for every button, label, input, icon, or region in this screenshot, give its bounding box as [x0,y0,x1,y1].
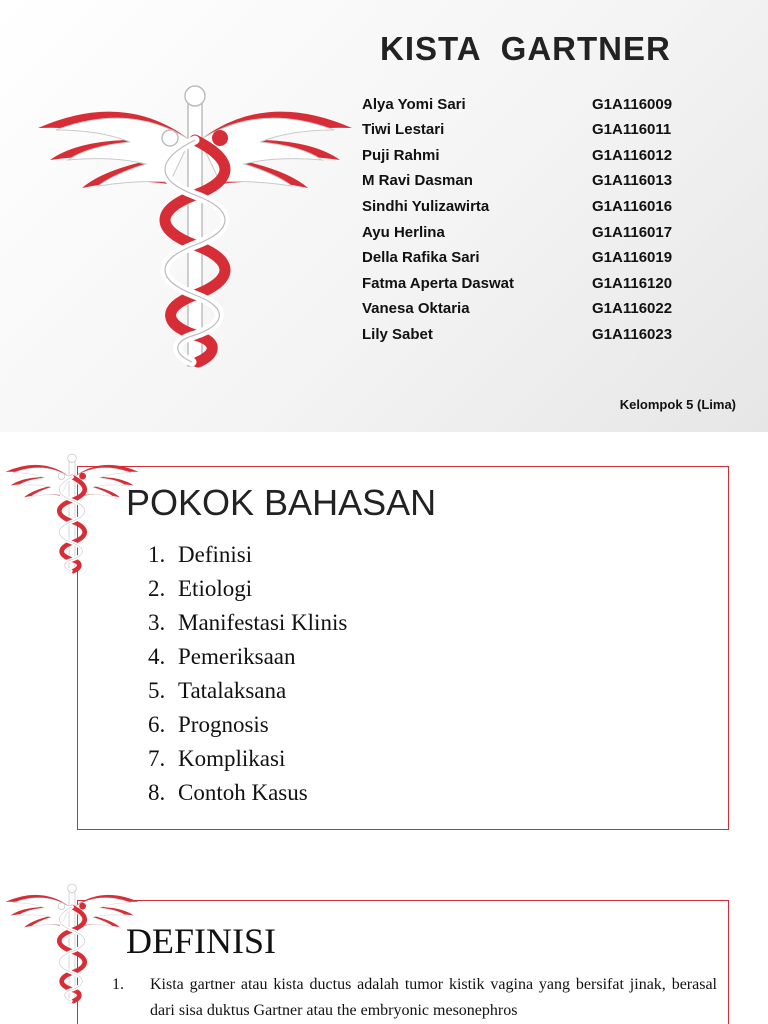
item-number: 8. [148,780,166,805]
item-number: 3. [148,610,166,635]
member-name: Sindhi Yulizawirta [362,198,490,215]
item-label: Pemeriksaan [178,644,296,669]
member-row [362,275,742,297]
list-item [148,742,347,776]
item-number: 6. [148,712,166,737]
member-id: G1A116012 [592,147,673,164]
presentation-title: KISTA GARTNER [380,30,671,67]
member-id: G1A116022 [592,300,673,317]
topic-list [148,538,347,810]
list-item [148,572,347,606]
list-item [148,708,347,742]
member-row [362,96,742,118]
member-id: G1A116120 [592,275,673,292]
item-number: 4. [148,644,166,669]
member-row [362,224,742,246]
item-label: Definisi [178,542,253,567]
member-id: G1A116009 [592,96,673,113]
member-name: Ayu Herlina [362,224,445,241]
member-id: G1A116017 [592,224,673,241]
member-row [362,326,742,348]
definition-slide [0,872,768,1024]
list-item [148,538,347,572]
member-id: G1A116016 [592,198,673,215]
list-item [148,640,347,674]
item-label: Tatalaksana [178,678,287,703]
member-id: G1A116011 [592,121,672,138]
item-number: 7. [148,746,166,771]
member-name: Lily Sabet [362,326,433,343]
member-id: G1A116019 [592,249,673,266]
item-label: Contoh Kasus [178,780,308,805]
item-label: Etiologi [178,576,253,601]
caduceus-icon [2,448,142,578]
item-label: Komplikasi [178,746,286,771]
member-row [362,198,742,220]
member-row [362,172,742,194]
member-row [362,249,742,271]
caduceus-icon [30,80,360,370]
slide-title: POKOK BAHASAN [126,482,437,523]
list-item [148,674,347,708]
member-id: G1A116013 [592,172,673,189]
member-row [362,300,742,322]
member-row [362,147,742,169]
member-id: G1A116023 [592,326,673,343]
item-number: 5. [148,678,166,703]
item-number: 1. [148,542,166,567]
member-name: Alya Yomi Sari [362,96,466,113]
item-label: Manifestasi Klinis [178,610,348,635]
member-name: Vanesa Oktaria [362,300,470,317]
member-name: Puji Rahmi [362,147,440,164]
topics-slide [0,442,768,852]
slide-title: DEFINISI [126,921,276,961]
member-name: Fatma Aperta Daswat [362,275,514,292]
item-number: 2. [148,576,166,601]
group-label: Kelompok 5 (Lima) [619,397,736,412]
title-slide [0,0,768,432]
member-name: Della Rafika Sari [362,249,480,266]
definition-text: Kista gartner atau kista ductus adalah tumor kistik vagina yang bersifat jinak, berasal dari sisa duktus Gartner atau the embryonic mesonephros [150,976,717,1019]
member-name: M Ravi Dasman [362,172,473,189]
member-row [362,121,742,143]
list-item [148,606,347,640]
item-label: Prognosis [178,712,269,737]
definition-item [112,972,717,1024]
list-item [148,776,347,810]
item-number: 1. [112,976,124,993]
member-name: Tiwi Lestari [362,121,445,138]
